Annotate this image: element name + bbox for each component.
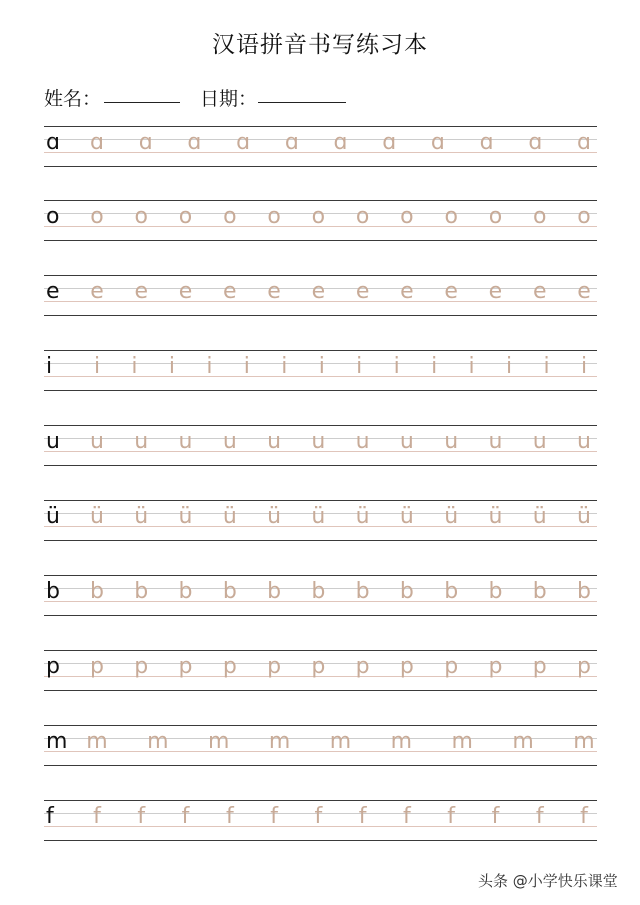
trace-letter[interactable]: i: [468, 354, 475, 379]
trace-letter[interactable]: ɑ: [577, 130, 591, 155]
trace-letter[interactable]: b: [532, 579, 547, 604]
model-letter: ü: [46, 504, 60, 529]
trace-letter[interactable]: i: [393, 354, 400, 379]
guide-line: [44, 540, 597, 541]
trace-letter[interactable]: b: [444, 579, 459, 604]
trace-letter[interactable]: m: [573, 729, 595, 754]
practice-row: [0, 200, 640, 242]
trace-letter[interactable]: u: [399, 429, 414, 454]
watermark: 头条 @小学快乐课堂: [478, 872, 618, 890]
trace-letter[interactable]: i: [318, 354, 325, 379]
trace-letter[interactable]: o: [532, 204, 547, 229]
trace-letter[interactable]: u: [444, 429, 459, 454]
trace-letter[interactable]: ü: [488, 504, 503, 529]
practice-row: [0, 425, 640, 467]
guide-line: [44, 315, 597, 316]
trace-letter[interactable]: e: [267, 279, 281, 304]
trace-letter[interactable]: b: [90, 579, 104, 604]
trace-letter[interactable]: p: [90, 654, 104, 679]
trace-letter[interactable]: f: [270, 804, 278, 829]
trace-letter[interactable]: e: [577, 279, 591, 304]
trace-letter[interactable]: ü: [134, 504, 149, 529]
practice-row: [0, 575, 640, 617]
trace-letter[interactable]: u: [532, 429, 547, 454]
trace-letter[interactable]: o: [355, 204, 370, 229]
trace-letter[interactable]: m: [208, 729, 230, 754]
guide-line: [44, 275, 597, 276]
trace-letter[interactable]: b: [399, 579, 414, 604]
guide-line: [44, 465, 597, 466]
trace-letter[interactable]: o: [90, 204, 104, 229]
trace-letter[interactable]: u: [134, 429, 149, 454]
trace-letter[interactable]: i: [281, 354, 288, 379]
guide-line: [44, 126, 597, 127]
trace-letter[interactable]: p: [134, 654, 149, 679]
trace-letter[interactable]: ɑ: [528, 130, 543, 155]
guide-line: [44, 615, 597, 616]
trace-letter[interactable]: o: [311, 204, 326, 229]
trace-letter[interactable]: i: [206, 354, 213, 379]
trace-letter[interactable]: u: [311, 429, 326, 454]
trace-letter[interactable]: o: [267, 204, 281, 229]
date-label: 日期：: [200, 88, 258, 110]
practice-row: [0, 350, 640, 392]
trace-letter[interactable]: i: [506, 354, 513, 379]
trace-letter[interactable]: f: [447, 804, 456, 829]
trace-letter[interactable]: p: [267, 654, 282, 679]
trace-letter[interactable]: ü: [577, 504, 591, 529]
trace-letter[interactable]: f: [314, 804, 323, 829]
model-letter: ɑ: [46, 130, 60, 155]
guide-line: [44, 650, 597, 651]
trace-letter[interactable]: u: [267, 429, 282, 454]
trace-letter[interactable]: f: [580, 804, 588, 829]
trace-letter[interactable]: m: [512, 729, 534, 754]
trace-letter[interactable]: m: [390, 729, 413, 754]
guide-line: [44, 139, 597, 140]
page-title: 汉语拼音书写练习本: [212, 32, 428, 58]
trace-letter[interactable]: ɑ: [284, 130, 299, 155]
model-letter: i: [46, 354, 53, 379]
model-letter: p: [46, 654, 60, 679]
trace-letter[interactable]: m: [86, 729, 108, 754]
trace-letter[interactable]: o: [400, 204, 414, 229]
trace-letter[interactable]: f: [93, 804, 101, 829]
trace-letter[interactable]: o: [577, 204, 591, 229]
trace-letter[interactable]: ü: [222, 504, 237, 529]
trace-letter[interactable]: e: [532, 279, 547, 304]
trace-letter[interactable]: u: [355, 429, 370, 454]
guide-line: [44, 166, 597, 167]
trace-letter[interactable]: o: [488, 204, 503, 229]
trace-letter[interactable]: ɑ: [90, 130, 104, 155]
trace-letter[interactable]: m: [451, 729, 473, 754]
trace-letter[interactable]: p: [222, 654, 237, 679]
practice-row: [0, 650, 640, 692]
trace-letter[interactable]: b: [267, 579, 282, 604]
trace-letter[interactable]: p: [444, 654, 459, 679]
trace-letter[interactable]: ɑ: [382, 130, 397, 155]
trace-letter[interactable]: ü: [444, 504, 459, 529]
trace-letter[interactable]: b: [222, 579, 237, 604]
trace-letter[interactable]: ü: [399, 504, 414, 529]
trace-letter[interactable]: b: [134, 579, 149, 604]
trace-letter[interactable]: o: [178, 204, 193, 229]
trace-letter[interactable]: p: [178, 654, 193, 679]
guide-line: [44, 690, 597, 691]
trace-letter[interactable]: e: [223, 279, 237, 304]
date-field-line[interactable]: [258, 102, 346, 103]
guide-line: [44, 840, 597, 841]
trace-letter[interactable]: e: [444, 279, 458, 304]
trace-letter[interactable]: b: [488, 579, 503, 604]
trace-letter[interactable]: u: [178, 429, 193, 454]
model-letter: o: [46, 204, 60, 229]
guide-line: [44, 350, 597, 351]
trace-letter[interactable]: ɑ: [430, 130, 445, 155]
trace-letter[interactable]: m: [329, 729, 352, 754]
trace-letter[interactable]: i: [356, 354, 363, 379]
trace-letter[interactable]: i: [131, 354, 138, 379]
model-letter: m: [46, 729, 68, 754]
trace-letter[interactable]: ü: [355, 504, 370, 529]
guide-line: [44, 575, 597, 576]
trace-letter[interactable]: p: [399, 654, 414, 679]
trace-letter[interactable]: ɑ: [333, 130, 348, 155]
trace-letter[interactable]: e: [488, 279, 503, 304]
trace-letter[interactable]: f: [137, 804, 146, 829]
trace-letter[interactable]: b: [577, 579, 591, 604]
trace-letter[interactable]: ü: [267, 504, 282, 529]
guide-line: [44, 725, 597, 726]
trace-letter[interactable]: i: [243, 354, 250, 379]
guide-line: [44, 200, 597, 201]
trace-letter[interactable]: b: [178, 579, 193, 604]
trace-letter[interactable]: i: [93, 354, 101, 379]
guide-line: [44, 240, 597, 241]
trace-letter[interactable]: m: [268, 729, 291, 754]
model-letter: b: [46, 579, 60, 604]
name-label: 姓名：: [44, 88, 102, 110]
trace-letter[interactable]: u: [488, 429, 503, 454]
trace-letter[interactable]: m: [147, 729, 169, 754]
trace-letter[interactable]: f: [491, 804, 500, 829]
trace-letter[interactable]: e: [311, 279, 326, 304]
trace-letter[interactable]: e: [400, 279, 414, 304]
practice-row: [0, 725, 640, 767]
trace-letter[interactable]: b: [355, 579, 370, 604]
guide-line: [44, 800, 597, 801]
trace-letter[interactable]: f: [403, 804, 411, 829]
model-letter: u: [46, 429, 60, 454]
model-letter: e: [46, 279, 60, 304]
trace-letter[interactable]: p: [577, 654, 591, 679]
guide-line: [44, 500, 597, 501]
name-field-line[interactable]: [104, 102, 180, 103]
trace-letter[interactable]: o: [444, 204, 458, 229]
trace-letter[interactable]: ɑ: [138, 130, 153, 155]
trace-letter[interactable]: u: [90, 429, 104, 454]
guide-line: [44, 425, 597, 426]
trace-letter[interactable]: u: [577, 429, 591, 454]
trace-letter[interactable]: f: [181, 804, 190, 829]
trace-letter[interactable]: ɑ: [236, 130, 251, 155]
guide-line: [44, 765, 597, 766]
trace-letter[interactable]: e: [134, 279, 149, 304]
trace-letter[interactable]: p: [532, 654, 547, 679]
practice-row: [0, 500, 640, 542]
trace-letter[interactable]: ɑ: [187, 130, 202, 155]
trace-letter[interactable]: u: [222, 429, 237, 454]
trace-letter[interactable]: b: [311, 579, 326, 604]
trace-letter[interactable]: i: [543, 354, 550, 379]
trace-letter[interactable]: i: [431, 354, 438, 379]
trace-letter[interactable]: i: [580, 354, 588, 379]
trace-letter[interactable]: e: [355, 279, 370, 304]
trace-letter[interactable]: f: [535, 804, 544, 829]
trace-letter[interactable]: e: [90, 279, 104, 304]
practice-row: [0, 800, 640, 842]
trace-letter[interactable]: p: [311, 654, 326, 679]
model-letter: f: [46, 804, 54, 829]
trace-letter[interactable]: ü: [311, 504, 326, 529]
guide-line: [44, 390, 597, 391]
trace-letter[interactable]: ü: [178, 504, 193, 529]
trace-letter[interactable]: f: [358, 804, 367, 829]
trace-letter[interactable]: f: [225, 804, 234, 829]
trace-letter[interactable]: o: [223, 204, 237, 229]
guide-line: [44, 152, 597, 153]
trace-letter[interactable]: ɑ: [479, 130, 494, 155]
trace-letter[interactable]: ü: [532, 504, 547, 529]
trace-letter[interactable]: p: [488, 654, 503, 679]
trace-letter[interactable]: o: [134, 204, 148, 229]
trace-letter[interactable]: p: [355, 654, 370, 679]
trace-letter[interactable]: i: [168, 354, 175, 379]
practice-row: [0, 275, 640, 317]
practice-row: [0, 126, 640, 168]
trace-letter[interactable]: e: [178, 279, 193, 304]
trace-letter[interactable]: ü: [90, 504, 104, 529]
